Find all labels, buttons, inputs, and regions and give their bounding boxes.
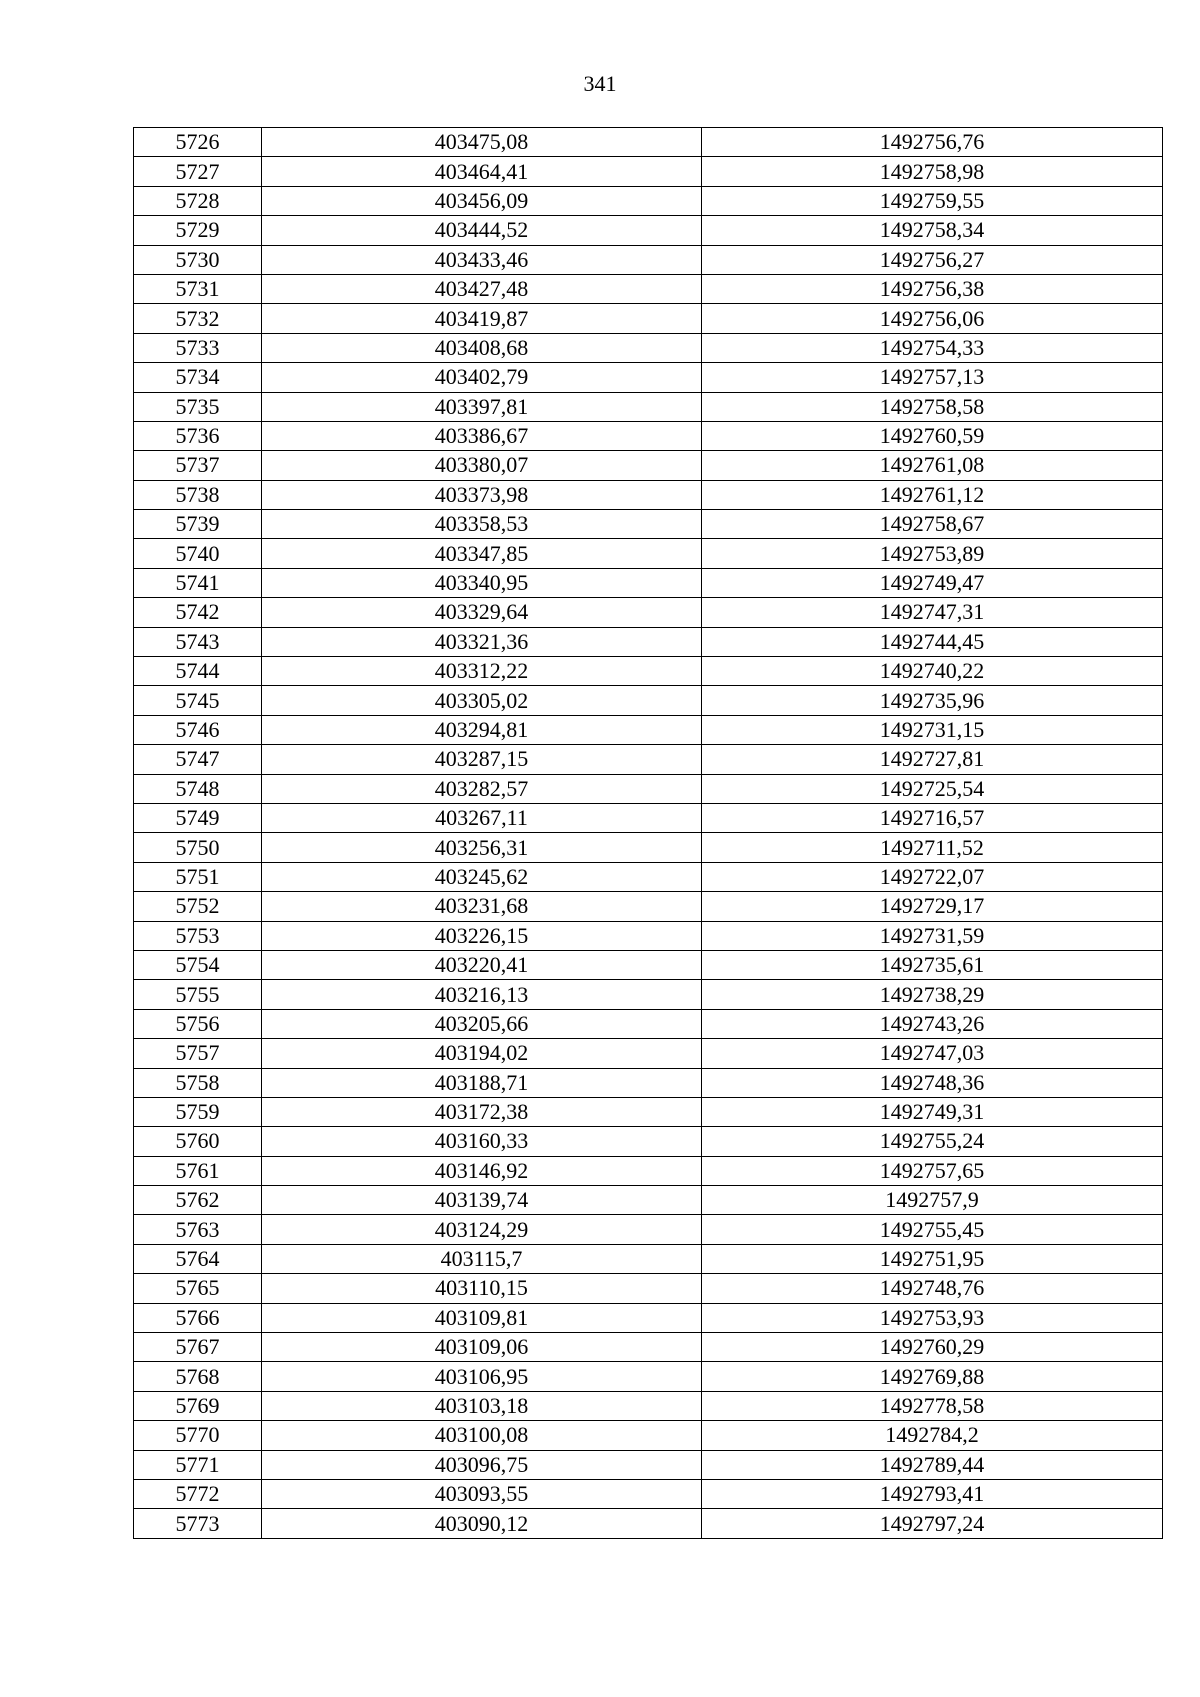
y-coordinate-cell: 1492738,29 — [702, 980, 1163, 1009]
y-coordinate-cell: 1492756,38 — [702, 274, 1163, 303]
point-number-cell: 5730 — [134, 245, 262, 274]
table-row — [134, 715, 1163, 744]
x-coordinate-cell: 403427,48 — [262, 274, 702, 303]
point-number-cell: 5772 — [134, 1479, 262, 1508]
table-row — [134, 568, 1163, 597]
point-number-cell: 5743 — [134, 627, 262, 656]
table-row — [134, 1421, 1163, 1450]
y-coordinate-cell: 1492748,36 — [702, 1068, 1163, 1097]
table-row — [134, 1097, 1163, 1126]
x-coordinate-cell: 403146,92 — [262, 1156, 702, 1185]
y-coordinate-cell: 1492749,47 — [702, 568, 1163, 597]
y-coordinate-cell: 1492760,59 — [702, 421, 1163, 450]
table-row — [134, 421, 1163, 450]
y-coordinate-cell: 1492757,9 — [702, 1186, 1163, 1215]
table-row — [134, 862, 1163, 891]
x-coordinate-cell: 403419,87 — [262, 304, 702, 333]
y-coordinate-cell: 1492722,07 — [702, 862, 1163, 891]
y-coordinate-cell: 1492758,58 — [702, 392, 1163, 421]
y-coordinate-cell: 1492784,2 — [702, 1421, 1163, 1450]
x-coordinate-cell: 403380,07 — [262, 451, 702, 480]
y-coordinate-cell: 1492748,76 — [702, 1274, 1163, 1303]
point-number-cell: 5757 — [134, 1039, 262, 1068]
y-coordinate-cell: 1492743,26 — [702, 1009, 1163, 1038]
table-row — [134, 1215, 1163, 1244]
point-number-cell: 5761 — [134, 1156, 262, 1185]
table-row — [134, 539, 1163, 568]
table-row — [134, 1127, 1163, 1156]
y-coordinate-cell: 1492758,34 — [702, 216, 1163, 245]
y-coordinate-cell: 1492758,98 — [702, 157, 1163, 186]
point-number-cell: 5736 — [134, 421, 262, 450]
table-row — [134, 1039, 1163, 1068]
x-coordinate-cell: 403090,12 — [262, 1509, 702, 1538]
table-row — [134, 950, 1163, 979]
y-coordinate-cell: 1492755,45 — [702, 1215, 1163, 1244]
x-coordinate-cell: 403408,68 — [262, 333, 702, 362]
table-row — [134, 1450, 1163, 1479]
x-coordinate-cell: 403216,13 — [262, 980, 702, 1009]
coordinates-table-body — [134, 128, 1163, 1539]
x-coordinate-cell: 403358,53 — [262, 510, 702, 539]
y-coordinate-cell: 1492735,61 — [702, 950, 1163, 979]
x-coordinate-cell: 403386,67 — [262, 421, 702, 450]
point-number-cell: 5737 — [134, 451, 262, 480]
y-coordinate-cell: 1492744,45 — [702, 627, 1163, 656]
x-coordinate-cell: 403282,57 — [262, 774, 702, 803]
table-row — [134, 128, 1163, 157]
point-number-cell: 5760 — [134, 1127, 262, 1156]
table-row — [134, 186, 1163, 215]
y-coordinate-cell: 1492751,95 — [702, 1244, 1163, 1273]
x-coordinate-cell: 403347,85 — [262, 539, 702, 568]
point-number-cell: 5744 — [134, 657, 262, 686]
y-coordinate-cell: 1492778,58 — [702, 1391, 1163, 1420]
y-coordinate-cell: 1492755,24 — [702, 1127, 1163, 1156]
y-coordinate-cell: 1492729,17 — [702, 892, 1163, 921]
x-coordinate-cell: 403321,36 — [262, 627, 702, 656]
table-row — [134, 304, 1163, 333]
y-coordinate-cell: 1492757,13 — [702, 363, 1163, 392]
table-row — [134, 1362, 1163, 1391]
table-row — [134, 363, 1163, 392]
y-coordinate-cell: 1492747,31 — [702, 598, 1163, 627]
y-coordinate-cell: 1492760,29 — [702, 1333, 1163, 1362]
y-coordinate-cell: 1492731,15 — [702, 715, 1163, 744]
table-row — [134, 451, 1163, 480]
point-number-cell: 5770 — [134, 1421, 262, 1450]
point-number-cell: 5771 — [134, 1450, 262, 1479]
table-row — [134, 1479, 1163, 1508]
x-coordinate-cell: 403456,09 — [262, 186, 702, 215]
table-row — [134, 157, 1163, 186]
y-coordinate-cell: 1492789,44 — [702, 1450, 1163, 1479]
x-coordinate-cell: 403220,41 — [262, 950, 702, 979]
point-number-cell: 5748 — [134, 774, 262, 803]
point-number-cell: 5767 — [134, 1333, 262, 1362]
x-coordinate-cell: 403340,95 — [262, 568, 702, 597]
table-row — [134, 833, 1163, 862]
x-coordinate-cell: 403103,18 — [262, 1391, 702, 1420]
table-row — [134, 1156, 1163, 1185]
point-number-cell: 5752 — [134, 892, 262, 921]
x-coordinate-cell: 403139,74 — [262, 1186, 702, 1215]
y-coordinate-cell: 1492711,52 — [702, 833, 1163, 862]
page-number: 341 — [583, 71, 617, 96]
table-row — [134, 1068, 1163, 1097]
point-number-cell: 5732 — [134, 304, 262, 333]
x-coordinate-cell: 403373,98 — [262, 480, 702, 509]
point-number-cell: 5746 — [134, 715, 262, 744]
table-row — [134, 1391, 1163, 1420]
x-coordinate-cell: 403194,02 — [262, 1039, 702, 1068]
point-number-cell: 5758 — [134, 1068, 262, 1097]
table-row — [134, 1186, 1163, 1215]
x-coordinate-cell: 403226,15 — [262, 921, 702, 950]
x-coordinate-cell: 403093,55 — [262, 1479, 702, 1508]
y-coordinate-cell: 1492758,67 — [702, 510, 1163, 539]
point-number-cell: 5769 — [134, 1391, 262, 1420]
y-coordinate-cell: 1492725,54 — [702, 774, 1163, 803]
point-number-cell: 5740 — [134, 539, 262, 568]
x-coordinate-cell: 403110,15 — [262, 1274, 702, 1303]
y-coordinate-cell: 1492731,59 — [702, 921, 1163, 950]
point-number-cell: 5733 — [134, 333, 262, 362]
y-coordinate-cell: 1492756,27 — [702, 245, 1163, 274]
y-coordinate-cell: 1492756,76 — [702, 128, 1163, 157]
point-number-cell: 5739 — [134, 510, 262, 539]
table-row — [134, 510, 1163, 539]
x-coordinate-cell: 403397,81 — [262, 392, 702, 421]
coordinates-table — [133, 127, 1163, 1539]
table-row — [134, 686, 1163, 715]
table-row — [134, 392, 1163, 421]
table-row — [134, 803, 1163, 832]
point-number-cell: 5735 — [134, 392, 262, 421]
x-coordinate-cell: 403115,7 — [262, 1244, 702, 1273]
table-row — [134, 980, 1163, 1009]
y-coordinate-cell: 1492740,22 — [702, 657, 1163, 686]
table-row — [134, 1509, 1163, 1538]
x-coordinate-cell: 403109,06 — [262, 1333, 702, 1362]
x-coordinate-cell: 403100,08 — [262, 1421, 702, 1450]
point-number-cell: 5726 — [134, 128, 262, 157]
y-coordinate-cell: 1492759,55 — [702, 186, 1163, 215]
x-coordinate-cell: 403188,71 — [262, 1068, 702, 1097]
y-coordinate-cell: 1492749,31 — [702, 1097, 1163, 1126]
x-coordinate-cell: 403287,15 — [262, 745, 702, 774]
table-row — [134, 892, 1163, 921]
table-row — [134, 1009, 1163, 1038]
y-coordinate-cell: 1492747,03 — [702, 1039, 1163, 1068]
table-row — [134, 333, 1163, 362]
x-coordinate-cell: 403312,22 — [262, 657, 702, 686]
table-row — [134, 1333, 1163, 1362]
point-number-cell: 5749 — [134, 803, 262, 832]
table-row — [134, 774, 1163, 803]
point-number-cell: 5759 — [134, 1097, 262, 1126]
point-number-cell: 5731 — [134, 274, 262, 303]
table-row — [134, 245, 1163, 274]
y-coordinate-cell: 1492793,41 — [702, 1479, 1163, 1508]
point-number-cell: 5756 — [134, 1009, 262, 1038]
table-row — [134, 1274, 1163, 1303]
point-number-cell: 5747 — [134, 745, 262, 774]
point-number-cell: 5753 — [134, 921, 262, 950]
y-coordinate-cell: 1492754,33 — [702, 333, 1163, 362]
point-number-cell: 5738 — [134, 480, 262, 509]
y-coordinate-cell: 1492797,24 — [702, 1509, 1163, 1538]
x-coordinate-cell: 403329,64 — [262, 598, 702, 627]
table-row — [134, 921, 1163, 950]
x-coordinate-cell: 403294,81 — [262, 715, 702, 744]
table-row — [134, 598, 1163, 627]
point-number-cell: 5773 — [134, 1509, 262, 1538]
point-number-cell: 5741 — [134, 568, 262, 597]
point-number-cell: 5766 — [134, 1303, 262, 1332]
table-row — [134, 657, 1163, 686]
x-coordinate-cell: 403106,95 — [262, 1362, 702, 1391]
x-coordinate-cell: 403433,46 — [262, 245, 702, 274]
x-coordinate-cell: 403464,41 — [262, 157, 702, 186]
x-coordinate-cell: 403444,52 — [262, 216, 702, 245]
x-coordinate-cell: 403245,62 — [262, 862, 702, 891]
x-coordinate-cell: 403475,08 — [262, 128, 702, 157]
point-number-cell: 5728 — [134, 186, 262, 215]
point-number-cell: 5768 — [134, 1362, 262, 1391]
point-number-cell: 5729 — [134, 216, 262, 245]
table-row — [134, 480, 1163, 509]
point-number-cell: 5764 — [134, 1244, 262, 1273]
point-number-cell: 5763 — [134, 1215, 262, 1244]
x-coordinate-cell: 403231,68 — [262, 892, 702, 921]
y-coordinate-cell: 1492716,57 — [702, 803, 1163, 832]
y-coordinate-cell: 1492756,06 — [702, 304, 1163, 333]
x-coordinate-cell: 403096,75 — [262, 1450, 702, 1479]
x-coordinate-cell: 403402,79 — [262, 363, 702, 392]
point-number-cell: 5750 — [134, 833, 262, 862]
point-number-cell: 5742 — [134, 598, 262, 627]
x-coordinate-cell: 403172,38 — [262, 1097, 702, 1126]
x-coordinate-cell: 403305,02 — [262, 686, 702, 715]
table-row — [134, 1244, 1163, 1273]
y-coordinate-cell: 1492753,89 — [702, 539, 1163, 568]
table-row — [134, 274, 1163, 303]
point-number-cell: 5762 — [134, 1186, 262, 1215]
table-row — [134, 627, 1163, 656]
point-number-cell: 5734 — [134, 363, 262, 392]
point-number-cell: 5745 — [134, 686, 262, 715]
point-number-cell: 5727 — [134, 157, 262, 186]
y-coordinate-cell: 1492761,08 — [702, 451, 1163, 480]
x-coordinate-cell: 403124,29 — [262, 1215, 702, 1244]
y-coordinate-cell: 1492735,96 — [702, 686, 1163, 715]
x-coordinate-cell: 403267,11 — [262, 803, 702, 832]
x-coordinate-cell: 403160,33 — [262, 1127, 702, 1156]
y-coordinate-cell: 1492757,65 — [702, 1156, 1163, 1185]
point-number-cell: 5751 — [134, 862, 262, 891]
x-coordinate-cell: 403205,66 — [262, 1009, 702, 1038]
y-coordinate-cell: 1492727,81 — [702, 745, 1163, 774]
table-row — [134, 745, 1163, 774]
point-number-cell: 5754 — [134, 950, 262, 979]
point-number-cell: 5755 — [134, 980, 262, 1009]
point-number-cell: 5765 — [134, 1274, 262, 1303]
x-coordinate-cell: 403256,31 — [262, 833, 702, 862]
y-coordinate-cell: 1492761,12 — [702, 480, 1163, 509]
table-row — [134, 1303, 1163, 1332]
y-coordinate-cell: 1492769,88 — [702, 1362, 1163, 1391]
table-row — [134, 216, 1163, 245]
x-coordinate-cell: 403109,81 — [262, 1303, 702, 1332]
y-coordinate-cell: 1492753,93 — [702, 1303, 1163, 1332]
